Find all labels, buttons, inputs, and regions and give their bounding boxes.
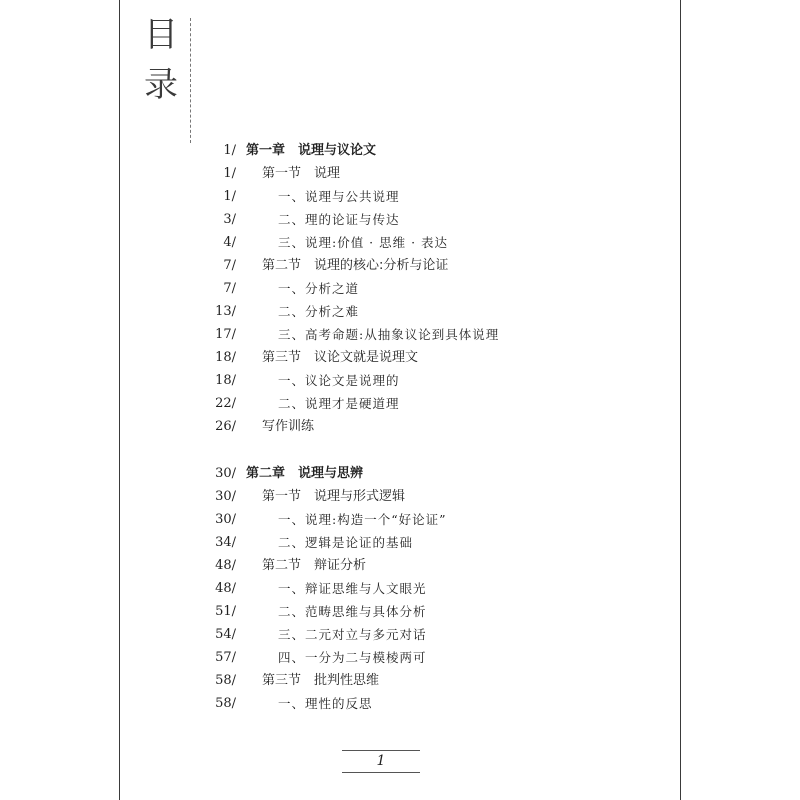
toc-entry-text: 第一章 说理与议论文 (246, 143, 377, 158)
toc-page-number: 7/ (223, 258, 236, 273)
toc-page-number: 51/ (215, 604, 236, 619)
toc-entry-text: 一、说理与公共说理 (278, 189, 400, 204)
toc-entry-text: 一、议论文是说理的 (278, 373, 400, 388)
toc-entry-text: 三、高考命题:从抽象议论到具体说理 (278, 327, 500, 342)
toc-entry-text: 第一节 说理 (262, 166, 341, 181)
toc-entry-text: 第二节 辩证分析 (262, 558, 367, 573)
toc-entry-text: 二、理的论证与传达 (278, 212, 400, 227)
toc-page-number: 4/ (223, 235, 236, 250)
toc-page-number: 17/ (215, 327, 236, 342)
toc-page-number: 30/ (215, 466, 236, 481)
page-number: 1 (376, 753, 386, 769)
toc-entry-text: 第二章 说理与思辨 (246, 466, 364, 481)
toc-page-number: 58/ (215, 696, 236, 711)
toc-entry-text: 四、一分为二与模棱两可 (278, 650, 427, 665)
toc-entry-text: 二、说理才是硬道理 (278, 396, 400, 411)
toc-entry-text: 一、分析之道 (278, 281, 360, 296)
toc-page-number: 57/ (215, 650, 236, 665)
toc-entry-text: 二、分析之难 (278, 304, 360, 319)
toc-page-number: 30/ (215, 489, 236, 504)
toc-entry-text: 一、理性的反思 (278, 696, 373, 711)
toc-page-number: 48/ (215, 558, 236, 573)
toc-entry-text: 写作训练 (262, 419, 315, 434)
toc-page-number: 1/ (223, 166, 236, 181)
toc-page-number: 22/ (215, 396, 236, 411)
toc-page-number: 1/ (223, 189, 236, 204)
toc-page-number: 48/ (215, 581, 236, 596)
toc-page-number: 7/ (223, 281, 236, 296)
toc-entry-text: 三、二元对立与多元对话 (278, 627, 427, 642)
toc-page-number: 18/ (215, 350, 236, 365)
title-char-1: 目 (144, 15, 178, 55)
toc-page-number: 54/ (215, 627, 236, 642)
toc-entry-text: 一、辩证思维与人文眼光 (278, 581, 427, 596)
toc-entry-text: 第三节 议论文就是说理文 (262, 350, 419, 365)
toc-page-number: 30/ (215, 512, 236, 527)
title-divider (190, 18, 191, 143)
footer-rule-bottom (342, 772, 420, 773)
toc-page-number: 1/ (223, 143, 236, 158)
toc-entry-text: 二、范畴思维与具体分析 (278, 604, 427, 619)
toc-page-number: 58/ (215, 673, 236, 688)
footer-rule-top (342, 750, 420, 751)
toc-page-number: 34/ (215, 535, 236, 550)
toc-page-number: 18/ (215, 373, 236, 388)
toc-page-number: 13/ (215, 304, 236, 319)
toc-entry-text: 一、说理:构造一个“好论证” (278, 512, 447, 527)
toc-entry-text: 二、逻辑是论证的基础 (278, 535, 414, 550)
page-title (144, 10, 178, 110)
toc-entry-text: 第三节 批判性思维 (262, 673, 380, 688)
toc-entry-text: 三、说理:价值 · 思维 · 表达 (278, 235, 449, 250)
title-char-2: 录 (144, 65, 178, 105)
toc-entry-text: 第二节 说理的核心:分析与论证 (262, 258, 449, 273)
toc-entry-text: 第一节 说理与形式逻辑 (262, 489, 406, 504)
toc-page-number: 26/ (215, 419, 236, 434)
toc-page-number: 3/ (223, 212, 236, 227)
